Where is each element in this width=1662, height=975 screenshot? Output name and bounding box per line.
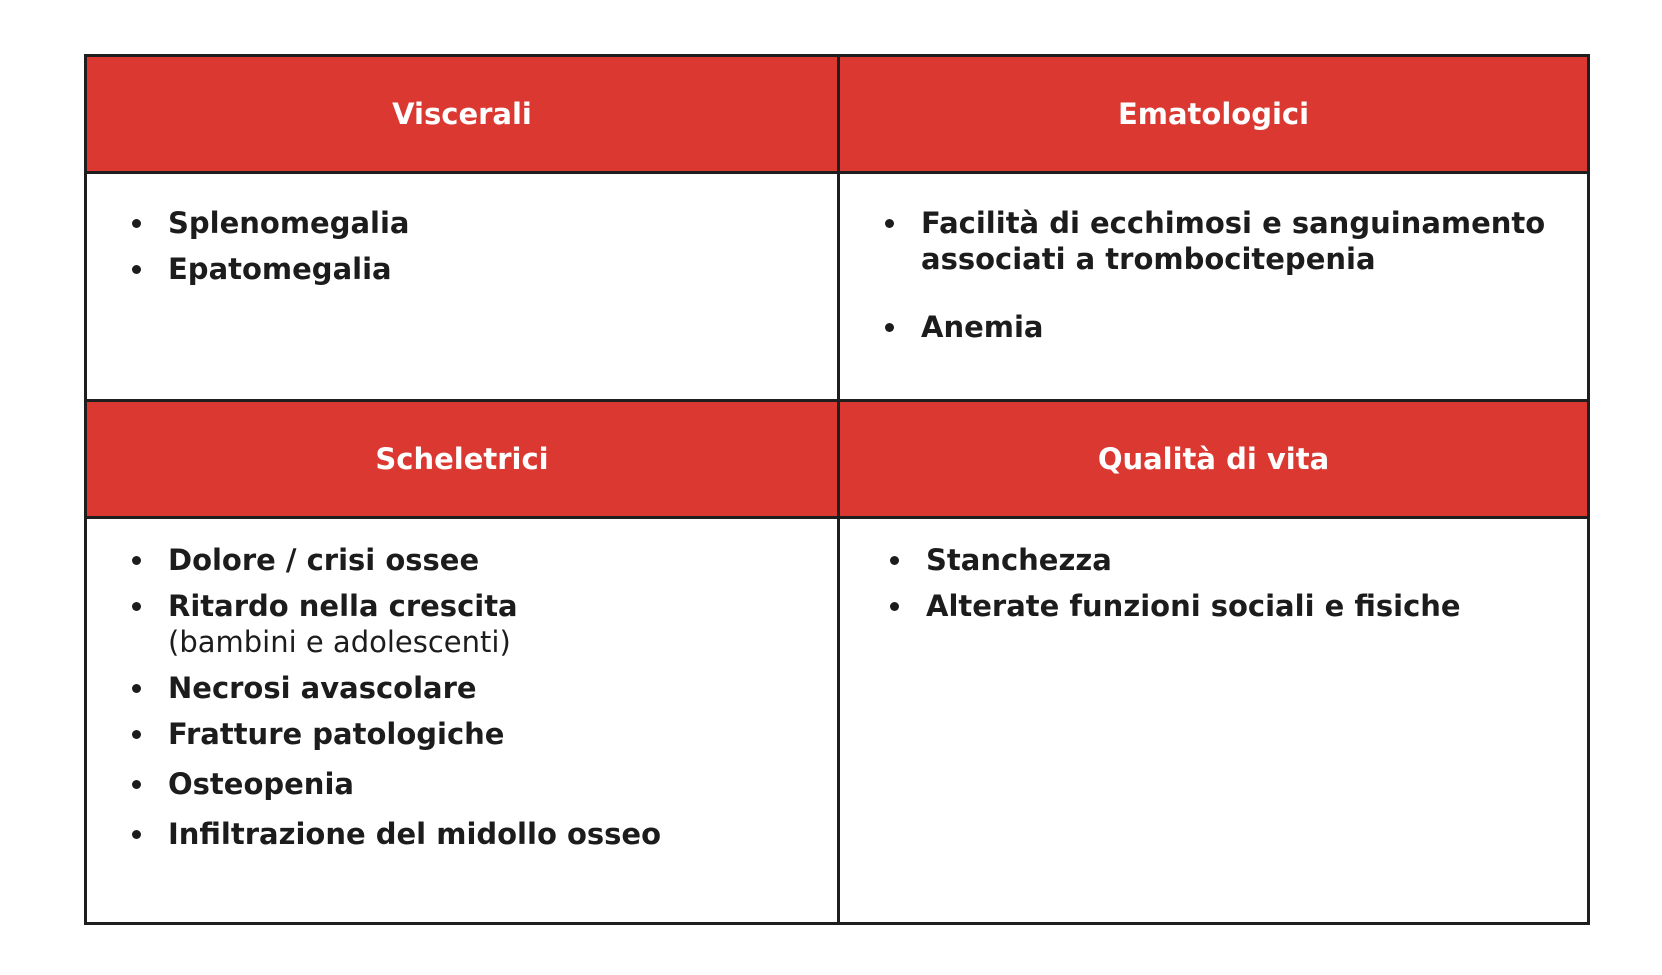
bullet-icon (885, 219, 894, 228)
bullet-icon (132, 556, 141, 565)
cell-ematologici (921, 205, 1561, 345)
bullet-icon (132, 219, 141, 228)
bullet-icon (132, 684, 141, 693)
list-item (168, 205, 828, 241)
cell-qualita-di-vita (926, 542, 1566, 624)
bullet-icon (890, 602, 899, 611)
list-item (926, 588, 1566, 624)
header-viscerali: Viscerali (392, 97, 532, 131)
item-label: Facilità di ecchimosi e sanguinamento associati a trombocitepenia (921, 206, 1546, 276)
header-qualita-di-vita: Qualità di vita (1097, 442, 1330, 476)
item-note: (bambini e adolescenti) (168, 625, 511, 659)
item-label: Dolore / crisi ossee (168, 543, 480, 577)
item-label: Fratture patologiche (168, 717, 505, 751)
bullet-icon (132, 602, 141, 611)
item-label: Epatomegalia (168, 252, 392, 286)
list-item (921, 309, 1561, 345)
header-scheletrici: Scheletrici (375, 442, 549, 476)
column-divider (837, 57, 840, 922)
item-label: Infiltrazione del midollo osseo (168, 817, 661, 851)
bullet-icon (885, 323, 894, 332)
cell-viscerali (168, 205, 828, 287)
header-ematologici: Ematologici (1117, 97, 1310, 131)
list-item (168, 716, 828, 752)
bullet-icon (132, 830, 141, 839)
item-label: Splenomegalia (168, 206, 410, 240)
list-item (168, 542, 828, 578)
bullet-icon (132, 265, 141, 274)
bullet-icon (132, 780, 141, 789)
item-label: Anemia (921, 310, 1044, 344)
list-item (168, 670, 828, 706)
item-label: Necrosi avascolare (168, 671, 477, 705)
item-label: Stanchezza (926, 543, 1112, 577)
list-item (168, 251, 828, 287)
list-qualita-di-vita (926, 542, 1566, 624)
list-item (168, 588, 828, 660)
list-scheletrici (168, 542, 828, 852)
item-label: Ritardo nella crescita (168, 589, 518, 623)
item-label: Osteopenia (168, 767, 354, 801)
bullet-icon (890, 556, 899, 565)
list-item (168, 766, 828, 802)
bullet-icon (132, 730, 141, 739)
list-item (926, 542, 1566, 578)
list-item (168, 816, 828, 852)
list-viscerali (168, 205, 828, 287)
list-item (921, 205, 1561, 277)
item-label: Alterate funzioni sociali e fisiche (926, 589, 1461, 623)
symptoms-table (84, 54, 1590, 925)
list-ematologici (921, 205, 1561, 345)
cell-scheletrici (168, 542, 828, 852)
